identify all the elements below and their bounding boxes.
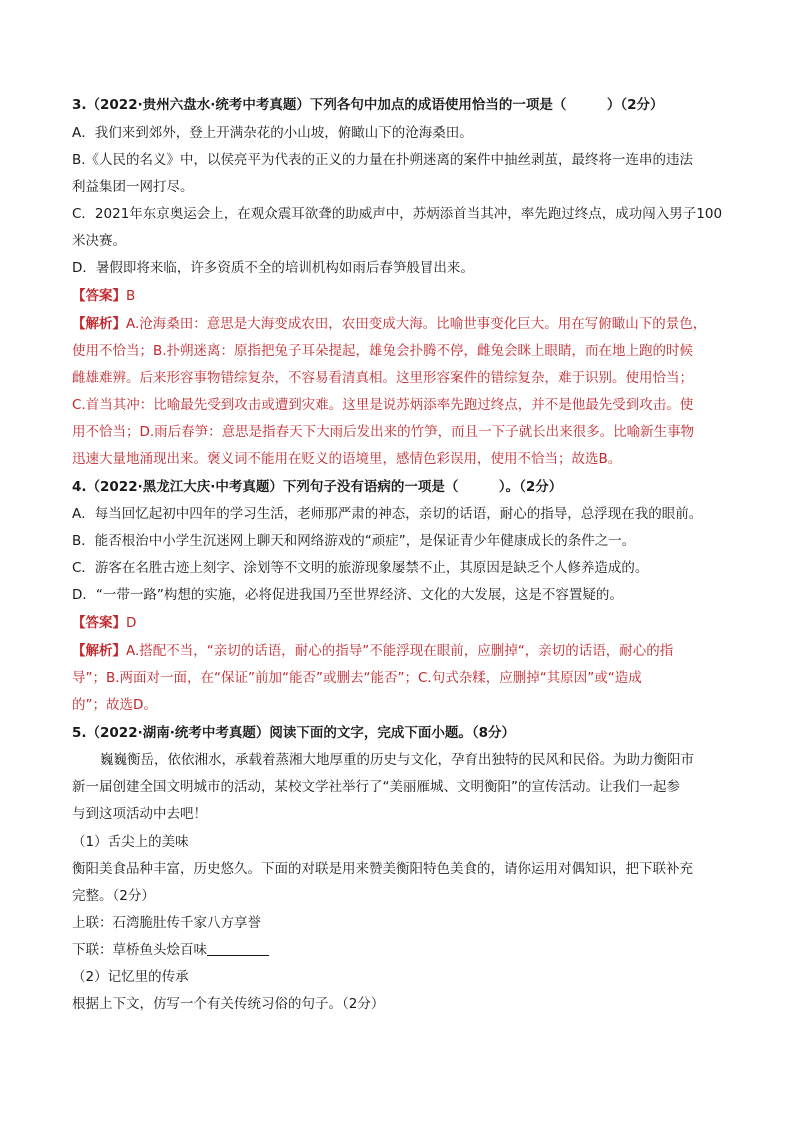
q3-analysis-line5: 用不恰当；D.雨后春笋：意思是指春天下大雨后发出来的竹笋，而且一下子就长出来很多。比喻新生事物: [72, 424, 695, 440]
answer-value: B: [126, 288, 136, 304]
q3-option-a: A．我们来到郊外，登上开满杂花的小山坡，俯瞰山下的沧海桑田。: [72, 125, 473, 141]
q4-analysis-line3: 的”；故选D。: [72, 697, 157, 713]
q3-analysis-line6: 迅速大量地涌现出来。褒义词不能用在贬义的语境里，感情色彩误用，使用不恰当；故选B。: [72, 451, 622, 467]
q5-intro-line3: 与到这项活动中去吧！: [72, 806, 207, 822]
q4-analysis-line1: [72, 641, 673, 661]
q3-title: 3.（2022·贵州六盘水·统考中考真题）下列各句中加点的成语使用恰当的一项是（ ）（2分）: [72, 97, 664, 113]
q3-option-b-line2: 利益集团一网打尽。: [72, 179, 194, 195]
q3-option-c-line1: C．2021年东京奥运会上，在观众震耳欲聋的助威声中，苏炳添首当其冲，率先跑过终点，成功闯入男子100: [72, 206, 723, 222]
q3-answer: [72, 286, 135, 306]
q5-sub2-desc: 根据上下文，仿写一个有关传统习俗的句子。（2分）: [72, 996, 385, 1012]
q5-title: 5.（2022·湖南·统考中考真题）阅读下面的文字，完成下面小题。（8分）: [72, 725, 515, 741]
q4-option-c: C．游客在名胜古迹上刻字、涂划等不文明的旅游现象屡禁不止，其原因是缺乏个人修养造成的。: [72, 560, 649, 576]
upper-couplet: 上联：石湾脆肚传千家八方享誉: [72, 915, 261, 931]
q5-intro-line1: 巍巍衡岳，依依湘水，承载着蒸湘大地厚重的历史与文化，孕育出独特的民风和民俗。为助力衡阳市: [100, 752, 694, 768]
q3-analysis-line2: 使用不恰当；B.扑朔迷离：原指把兔子耳朵提起，雄兔会扑腾不停，雌兔会眯上眼睛，而在地上跑的时候: [72, 343, 694, 359]
q5-sub1-desc-line2: 完整。（2分）: [72, 888, 155, 904]
q3-option-b-line1: B.《人民的名义》中，以侯亮平为代表的正义的力量在扑朔迷离的案件中抽丝剥茧，最终将一连串的违法: [72, 152, 694, 168]
q5-sub1-title: （1）舌尖上的美味: [72, 834, 189, 850]
q4-option-d: D．“一带一路”构想的实施，必将促进我国乃至世界经济、文化的大发展，这是不容置疑的。: [72, 587, 623, 603]
q4-title: 4.（2022·黑龙江大庆·中考真题）下列句子没有语病的一项是（ ）。（2分）: [72, 479, 563, 495]
q3-analysis-line1: [72, 314, 706, 334]
answer-tag: 【答案】: [72, 615, 126, 631]
q5-sub1-desc-line1: 衡阳美食品种丰富，历史悠久。下面的对联是用来赞美衡阳特色美食的，请你运用对偶知识，把下联补充: [72, 861, 693, 877]
q4-analysis-line2: 导”；B.两面对一面，在“保证”前加“能否”或删去“能否”；C.句式杂糅，应删掉“其原因”或“造成: [72, 670, 642, 686]
q3-analysis-line4: C.首当其冲：比喻最先受到攻击或遭到灾难。这里是说苏炳添率先跑过终点，并不是他最先受到攻击。使: [72, 397, 694, 413]
q4-option-b: B．能否根治中小学生沉迷网上聊天和网络游戏的“顽症”，是保证青少年健康成长的条件之一。: [72, 533, 636, 549]
analysis-text: A.沧海桑田：意思是大海变成农田，农田变成大海。比喻世事变化巨大。用在写俯瞰山下的景色，: [126, 316, 707, 332]
q4-answer: [72, 613, 136, 633]
analysis-text: A.搭配不当，“亲切的话语，耐心的指导”不能浮现在眼前，应删掉“，亲切的话语，耐心的指: [126, 643, 674, 659]
q3-option-d: D．暑假即将来临，许多资质不全的培训机构如雨后春笋般冒出来。: [72, 260, 474, 276]
lower-couplet-text: 下联：草桥鱼头烩百味: [72, 942, 207, 958]
answer-blank[interactable]: [207, 941, 269, 956]
q3-analysis-line3: 雌雄难辨。后来形容事物错综复杂，不容易看清真相。这里形容案件的错综复杂，难于识别。使用恰当；: [72, 370, 693, 386]
lower-couplet: [72, 940, 269, 960]
q5-sub2-title: （2）记忆里的传承: [72, 969, 189, 985]
q3-option-c-line2: 米决赛。: [72, 233, 126, 249]
analysis-tag: 【解析】: [72, 643, 126, 659]
answer-tag: 【答案】: [72, 288, 126, 304]
q5-intro-line2: 新一届创建全国文明城市的活动，某校文学社举行了“美丽雁城、文明衡阳”的宣传活动。让我们一起参: [72, 779, 680, 795]
q4-option-a: A．每当回忆起初中四年的学习生活，老师那严肃的神态，亲切的话语，耐心的指导，总浮现在我的眼前。: [72, 506, 703, 522]
answer-value: D: [126, 615, 137, 631]
analysis-tag: 【解析】: [72, 316, 126, 332]
